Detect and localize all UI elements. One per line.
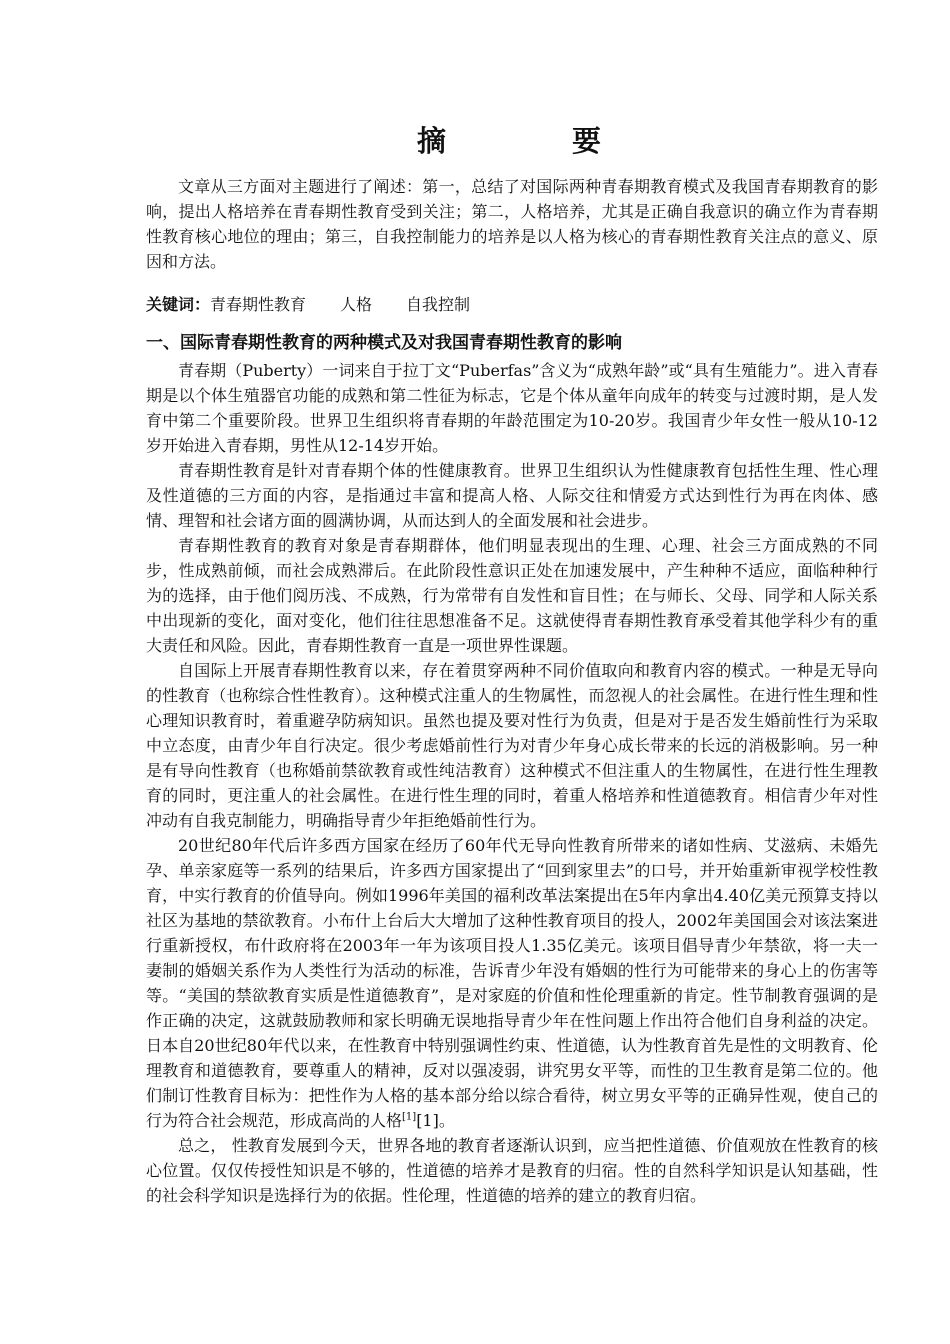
body-paragraph: 青春期性教育是针对青春期个体的性健康教育。世界卫生组织认为性健康教育包括性生理、性心理及性道德的三方面的内容，是指通过丰富和提高人格、人际交往和情爱方式达到性行为再在肉体、感情、理智和社会诸方面的圆满协调，从而达到人的全面发展和社会进步。 xyxy=(146,461,878,530)
body-paragraph: 自国际上开展青春期性教育以来，存在着贯穿两种不同价值取向和教育内容的模式。一种是无导向的性教育（也称综合性性教育）。这种模式注重人的生物属性，而忽视人的社会属性。在进行性生理和性心理知识教育时，着重避孕防病知识。虽然也提及要对性行为负责，但是对于是否发生婚前性行为采取中立态度，由青少年自行决定。很少考虑婚前性行为对青少年身心成长带来的长远的消极影响。另一种是有导向性教育（也称婚前禁欲教育或性纯洁教育）这种模式不但注重人的生物属性，在进行性生理教育的同时，更注重人的社会属性。在进行性生理的同时，着重人格培养和性道德教育。相信青少年对性冲动有自我克制能力，明确指导青少年拒绝婚前性行为。 xyxy=(146,661,878,830)
keyword-item: 自我控制 xyxy=(406,295,471,314)
page-title: 摘 要 xyxy=(416,124,660,158)
body-paragraph-with-citation xyxy=(146,833,878,1133)
keyword-item: 人格 xyxy=(340,295,373,314)
body-paragraph: 青春期（Puberty）一词来自于拉丁文“Puberfas”含义为“成熟年龄”或“具有生殖能力”。进入青春期是以个体生殖器官功能的成熟和第二性征为标志，它是个体从童年向成年的转变与过渡时期，是人发育中第二个重要阶段。世界卫生组织将青春期的年龄范围定为10-20岁。我国青少年女性一般从10-12岁开始进入青春期，男性从12-14岁开始。 xyxy=(146,361,878,455)
abstract-paragraph: 文章从三方面对主题进行了阐述：第一，总结了对国际两种青春期教育模式及我国青春期教育的影响，提出人格培养在青春期性教育受到关注；第二，人格培养，尤其是正确自我意识的确立作为青春期性教育核心地位的理由；第三，自我控制能力的培养是以人格为核心的青春期性教育关注点的意义、原因和方法。 xyxy=(146,177,878,271)
section-heading: 一、国际青春期性教育的两种模式及对我国青春期性教育的影响 xyxy=(146,333,622,353)
body-paragraph: 青春期性教育的教育对象是青春期群体，他们明显表现出的生理、心理、社会三方面成熟的不同步，性成熟前倾，而社会成熟滞后。在此阶段性意识正处在加速发展中，产生种种不适应，面临种种行为的选择，由于他们阅历浅、不成熟，行为常带有自发性和盲目性；在与师长、父母、同学和人际关系中出现新的变化，面对变化，他们往往思想准备不足。这就使得青春期性教育承受着其他学科少有的重大责任和风险。因此，青春期性教育一直是一项世界性课题。 xyxy=(146,536,878,655)
citation-superscript: [1] xyxy=(402,1111,417,1123)
citation-inline: [1]。 xyxy=(416,1111,455,1130)
body-paragraph: 总之， 性教育发展到今天，世界各地的教育者逐渐认识到，应当把性道德、价值观放在性教育的核心位置。仅仅传授性知识是不够的，性道德的培养才是教育的归宿。性的自然科学知识是认知基础，性的社会科学知识是选择行为的依据。性伦理，性道德的培养的建立的教育归宿。 xyxy=(146,1136,878,1205)
keywords-line xyxy=(146,292,878,317)
body-paragraph-text: 20世纪80年代后许多西方国家在经历了60年代无导向性教育所带来的诸如性病、艾滋病、未婚先孕、单亲家庭等一系列的结果后，许多西方国家提出了“回到家里去”的口号，并开始重新审视学校性教育，中实行教育的价值导向。例如1996年美国的福利改革法案提出在5年内拿出4.40亿美元预算支持以社区为基地的禁欲教育。小布什上台后大大增加了这种性教育项目的投人，2002年美国国会对该法案进行重新授权，布什政府将在2003年一年为该项目投人1.35亿美元。该项目倡导青少年禁欲，将一夫一妻制的婚姻关系作为人类性行为活动的标准，告诉青少年没有婚姻的性行为可能带来的身心上的伤害等等。“美国的禁欲教育实质是性道德教育”，是对家庭的价值和性伦理重新的肯定。性节制教育强调的是作正确的决定，这就鼓励教师和家长明确无误地指导青少年在性问题上作出符合他们自身利益的决定。日本自20世纪80年代以来，在性教育中特别强调性约束、性道德，认为性教育首先是性的文明教育、伦理教育和道德教育，要尊重人的精神，反对以强凌弱，讲究男女平等，而性的卫生教育是第二位的。他们制订性教育目标为：把性作为人格的基本部分给以综合看待，树立男女平等的正确异性观，使自己的行为符合社会规范，形成高尚的人格 xyxy=(146,836,878,1130)
keyword-item: 青春期性教育 xyxy=(210,295,307,314)
keywords-label: 关键词： xyxy=(146,295,211,314)
document-page xyxy=(146,122,878,1208)
